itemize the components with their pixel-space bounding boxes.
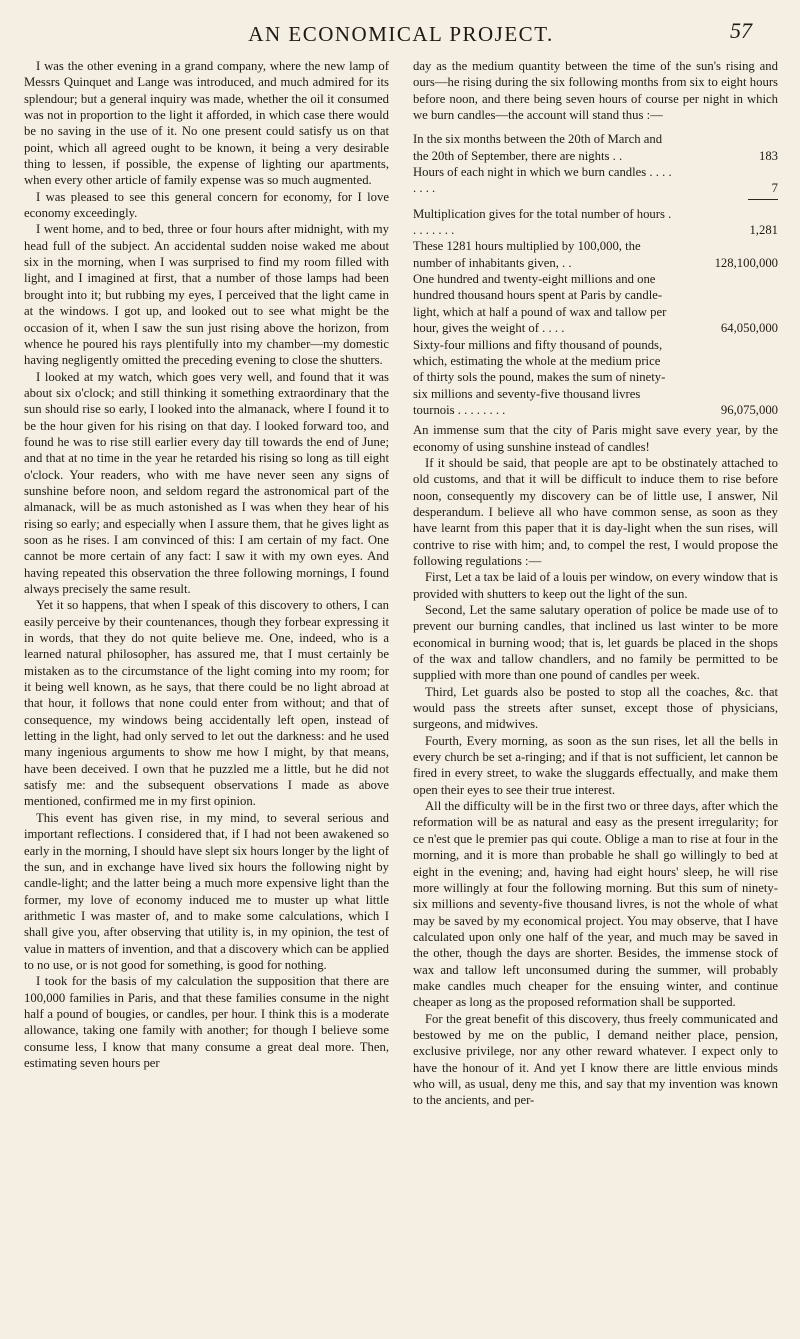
page-header [24, 0, 778, 58]
running-title: AN ECONOMICAL PROJECT. [248, 22, 554, 46]
calc-label: These 1281 hours multiplied by 100,000, the number of inhabitants given, . . [413, 239, 641, 270]
calc-label: One hundred and twenty-eight millions and one hundred thousand hours spent at Paris by candle-light, which at half a pound of wax and tallow per hour, gives the weight of . . . . [413, 272, 667, 336]
paragraph: I went home, and to bed, three or four hours after midnight, with my head full of the subject. An accidental sudden noise waked me about six in the morning, when I was surprised to find my room filled with light, and I imagined at first, that a number of those lamps had been brought into it; but rubbing my eyes, I perceived that the light came in at the windows. I got up, and looked out to see what might be the occasion of it, when I saw the sun just rising above the horizon, from whence he poured his rays plentifully into my chamber—my domestic having negligently omitted the preceding evening to close the shutters. [24, 222, 389, 368]
calc-row [413, 337, 778, 419]
paragraph: Second, Let the same salutary operation of police be made use of to prevent our burning candles, that inclined us last winter to be more economical in burning wood; that is, let guards be placed in the shops of the wax and tallow chandlers, and no family be permitted to be supplied with more than one pound of candles per week. [413, 603, 778, 683]
sum-rule [748, 199, 778, 200]
paragraph: All the difficulty will be in the first two or three days, after which the reformation will be as natural and easy as the present irregularity; for ce n'est que le premier pas qui coute. Oblige a man to rise at four in the morning, and it is more than probable he shall go willingly to bed at eight in the evening; and, having had eight hours' sleep, he will rise more willingly at four the following morning. But this sum of ninety-six millions and seventy-five thousand livres, is not the whole of what may be saved by my economical project. You may observe, that I have calculated upon only one half of the year, and much may be saved in the other, though the days are shorter. Besides, the immense stock of wax and tallow left unconsumed during the summer, will probably make candles much cheaper for the ensuing winter, and continue cheaper as long as the proposed reformation shall be supported. [413, 799, 778, 1010]
paragraph: Fourth, Every morning, as soon as the sun rises, let all the bells in every church be set a-ringing; and if that is not sufficient, let cannon be fired in every street, to wake the sluggards effectually, and make them open their eyes to see their true interest. [413, 733, 778, 797]
paragraph: If it should be said, that people are apt to be obstinately attached to old customs, and that it will be difficult to induce them to rise before noon, consequently my discovery can be of little use, I answer, Nil desperandum. I believe all who have common sense, as soon as they have learnt from this paper that it is day-light when the sun rises, will contrive to rise with him; and, to compel the rest, I would propose the following regulations :— [413, 455, 778, 568]
calc-value: 128,100,000 [714, 255, 778, 270]
calc-value: 183 [758, 148, 778, 163]
paragraph: I took for the basis of my calculation the supposition that there are 100,000 families in Paris, and that these families consume in the night half a pound of bougies, or candles, per hour. I think this is a moderate allowance, taking one family with another; for though I believe some consume less, I know that many consume a great deal more. Then, estimating seven hours per [24, 974, 389, 1070]
calc-label: Sixty-four millions and fifty thousand of pounds, which, estimating the whole at the medium price of thirty sols the pound, makes the sum of ninety-six millions and seventy-five thousand livres tournois . . . . . . . . [413, 337, 666, 417]
paragraph: Third, Let guards also be posted to stop all the coaches, &c. that would pass the streets after sunset, except those of physicians, surgeons, and midwives. [413, 684, 778, 732]
paragraph: Yet it so happens, that when I speak of this discovery to others, I can easily perceive by their countenances, though they forbear expressing it in words, that they do not quite believe me. One, indeed, who is a learned natural philosopher, has assured me, that I must certainly be mistaken as to the circumstance of the light coming into my room; for it being well known, as he says, that there could be no light abroad at that hour, it follows that none could enter from without; and that of consequence, my windows being accidentally left open, instead of letting in the light, had only served to let out the darkness: and he used many ingenious arguments to show me how I might, by that means, have been deceived. I own that he puzzled me a little, but he did not satisfy me: and the subsequent observations I made as above mentioned, confirmed me in my first opinion. [24, 598, 389, 809]
paragraph: I was pleased to see this general concern for economy, for I love economy exceedingly. [24, 189, 389, 221]
calc-label: Hours of each night in which we burn candles . . . . . . . . [413, 165, 672, 196]
paragraph: For the great benefit of this discovery, thus freely communicated and bestowed by me on the public, I demand neither place, pension, exclusive privilege, nor any other reward whatever. I expect only to have the honour of it. And yet I know there are little envious minds who will, as usual, deny me this, and say that my invention was known to the ancients, and per- [413, 1011, 778, 1108]
paragraph: I looked at my watch, which goes very well, and found that it was about six o'clock; and still thinking it something extraordinary that the sun should rise so early, I looked into the almanack, where I found it to be the hour given for his rising on that day. I looked forward too, and found he was to rise still earlier every day till towards the end of June; and that at no time in the year he retarded his rising so long as till eight o'clock. Your readers, who with me have never seen any signs of sunshine before noon, and seldom regard the astronomical part of the almanack, will be as much astonished as I was when they hear of his rising so early; and especially when I assure them, that he gives light as soon as he rises. I am convinced of this: I am certain of my fact. One cannot be more certain of any fact: I saw it with my own eyes. And having repeated this observation the three following mornings, I found always precisely the same result. [24, 369, 389, 596]
paragraph: An immense sum that the city of Paris might save every year, by the economy of using sunshine instead of candles! [413, 423, 778, 454]
right-column [413, 58, 778, 1109]
calc-value: 1,281 [749, 223, 778, 238]
page-number: 57 [730, 18, 752, 43]
paragraph: This event has given rise, in my mind, to several serious and important reflections. I considered that, if I had not been awakened so early in the morning, I should have slept six hours longer by the light of the sun, and in exchange have lived six hours the following night by candle-light; and the latter being a much more expensive light than the former, my love of economy induced me to muster up what little arithmetic I was master of, and to make some calculations, which I shall give you, after observing that utility is, in my opinion, the test of value in matters of invention, and that a discovery which can be applied to no use, or is not good for something, is good for nothing. [24, 810, 389, 972]
paragraph: I was the other evening in a grand company, where the new lamp of Messrs Quinquet and Lange was introduced, and much admired for its splendour; but a general inquiry was made, whether the oil it consumed was not in proportion to the light it afforded, in which case there would be no saving in the use of it. No one present could satisfy us on that point, which all agreed ought to be known, it being a very desirable thing to lessen, if possible, the expense of lighting our apartments, when every other article of family expense was so much augmented. [24, 59, 389, 188]
calc-value: 64,050,000 [720, 321, 778, 336]
left-column [24, 58, 389, 1109]
calc-label: Multiplication gives for the total number of hours . . . . . . . . [413, 206, 672, 238]
text-columns [24, 58, 778, 1109]
calc-row [413, 271, 778, 336]
calc-value: 96,075,000 [720, 402, 778, 417]
calc-row [413, 238, 778, 271]
calc-value: 7 [771, 181, 778, 196]
paragraph: day as the medium quantity between the time of the sun's rising and ours—he rising during the six following months from six to eight hours before noon, and there being seven hours of course per night in which we burn candles—the account will stand thus :— [413, 59, 778, 123]
calc-row [413, 164, 778, 197]
calc-row [413, 206, 778, 239]
paragraph: First, Let a tax be laid of a louis per window, on every window that is provided with shutters to keep out the light of the sun. [413, 570, 778, 601]
calc-row [413, 131, 778, 164]
calc-label: In the six months between the 20th of March and the 20th of September, there are nights . . [413, 132, 663, 163]
calculation-table [413, 131, 778, 418]
